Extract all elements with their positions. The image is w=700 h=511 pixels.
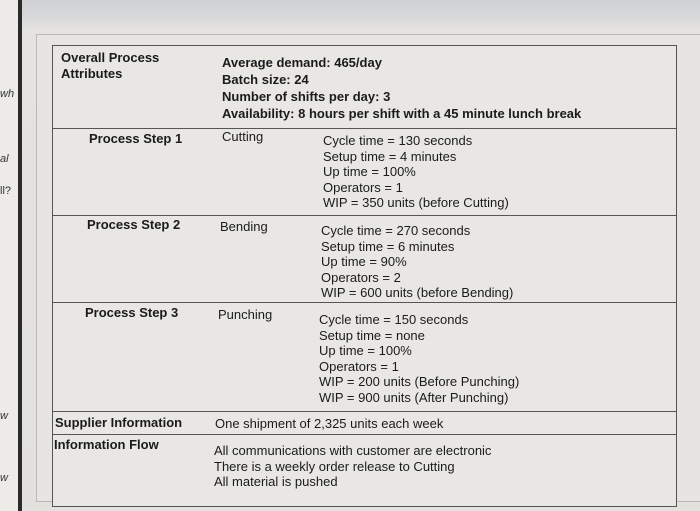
detail-line: Cycle time = 130 seconds <box>323 133 473 148</box>
info-line: There is a weekly order release to Cutting <box>214 458 455 474</box>
detail-line: Cycle time = 270 seconds <box>321 223 471 238</box>
detail-line: Up time = 100% <box>323 164 416 179</box>
process-step-row <box>53 129 676 216</box>
overall-label-line: Overall Process <box>61 50 160 65</box>
process-step-row <box>53 216 676 303</box>
supplier-row <box>53 412 676 435</box>
paper-fragment: ll? <box>0 185 12 197</box>
info-flow-label: Information Flow <box>54 437 159 452</box>
detail-line: Setup time = none <box>319 327 425 343</box>
step-name: Punching <box>218 307 273 322</box>
step-label: Process Step 3 <box>85 305 179 320</box>
supplier-label: Supplier Information <box>55 415 183 430</box>
paper-fragment: wh <box>0 88 15 100</box>
detail-line: WIP = 600 units (before Bending) <box>321 285 514 300</box>
background-paper <box>0 0 20 511</box>
detail-line: Operators = 1 <box>323 179 403 195</box>
step-details <box>319 312 519 405</box>
paper-fragment: al <box>0 153 9 165</box>
process-step-row <box>53 303 676 412</box>
attr-line: Number of shifts per day: 3 <box>222 89 391 104</box>
attr-line: Batch size: 24 <box>222 72 309 87</box>
step-label: Process Step 2 <box>87 217 181 232</box>
detail-line: WIP = 900 units (After Punching) <box>319 389 509 405</box>
overall-label <box>61 50 159 81</box>
overall-label-line: Attributes <box>61 65 123 81</box>
detail-line: Setup time = 6 minutes <box>321 238 455 254</box>
detail-line: Operators = 2 <box>321 269 401 285</box>
attr-line: Availability: 8 hours per shift with a 45 minute lunch break <box>222 106 582 121</box>
attr-line: Average demand: 465/day <box>222 55 382 70</box>
info-flow-lines <box>214 443 491 490</box>
detail-line: Up time = 90% <box>321 254 407 269</box>
detail-line: Cycle time = 150 seconds <box>319 312 469 327</box>
step-name: Cutting <box>222 129 264 144</box>
info-line: All communications with customer are electronic <box>214 443 492 458</box>
step-name: Bending <box>220 219 268 234</box>
process-table <box>52 45 677 507</box>
step-details <box>321 223 513 301</box>
step-label: Process Step 1 <box>89 131 183 146</box>
paper-fragment: w <box>0 472 8 484</box>
overall-row <box>53 46 676 129</box>
paper-fragment: w <box>0 410 8 422</box>
supplier-text: One shipment of 2,325 units each week <box>215 416 444 431</box>
detail-line: Up time = 100% <box>319 343 412 358</box>
detail-line: Setup time = 4 minutes <box>323 148 457 164</box>
detail-line: WIP = 200 units (Before Punching) <box>319 374 520 389</box>
step-details <box>323 133 509 211</box>
detail-line: Operators = 1 <box>319 358 399 374</box>
detail-line: WIP = 350 units (before Cutting) <box>323 195 509 210</box>
overall-attributes <box>222 54 581 122</box>
info-flow-row <box>53 435 676 505</box>
info-line: All material is pushed <box>214 474 338 489</box>
